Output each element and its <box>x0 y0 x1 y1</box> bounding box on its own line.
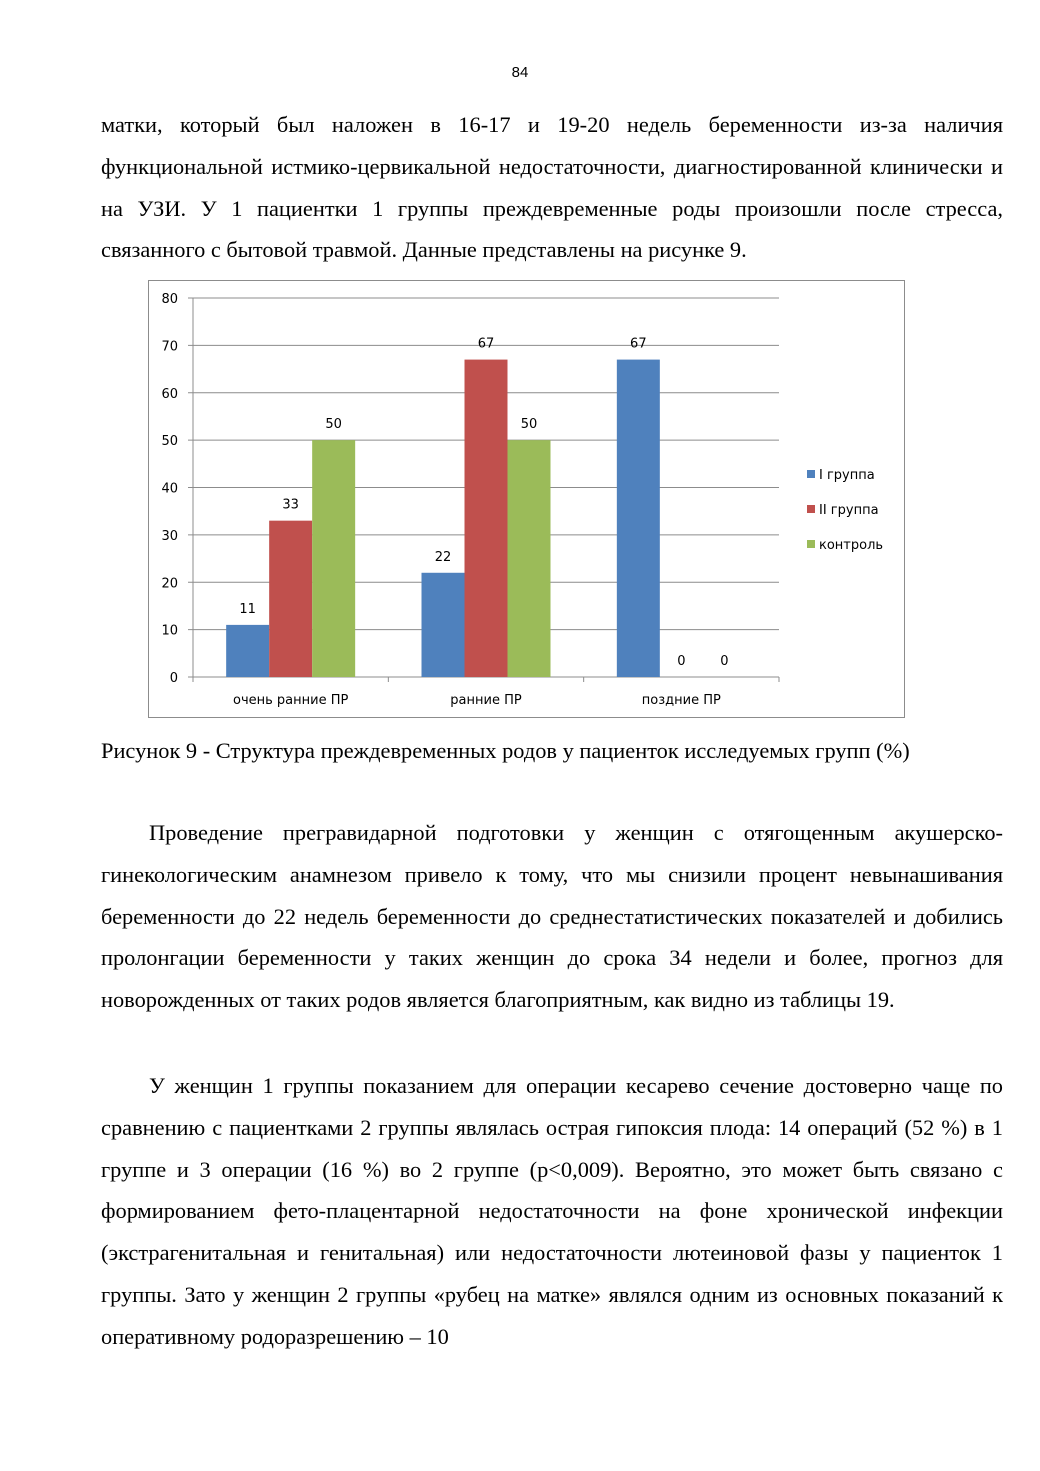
bar <box>312 440 355 677</box>
data-label: 33 <box>282 497 299 513</box>
y-tick-label: 40 <box>161 481 178 497</box>
legend-swatch <box>807 470 815 478</box>
legend-label: II группа <box>819 503 879 518</box>
legend <box>807 468 883 553</box>
x-category-label: ранние ПР <box>450 693 522 708</box>
bar <box>465 360 508 677</box>
paragraph-pregravid: Проведение прегравидарной подготовки у женщин с отягощенным акушерско-гинекологическим анамнезом привело к тому, что мы снизили процент невынашивания беременности до 22 недель беременности до среднестатистических показателей и добились пролонгации беременности у таких женщин до срока 34 недели и более, прогноз для новорожденных от таких родов является благоприятным, как видно из таблицы 19. <box>101 820 1003 1013</box>
data-label: 22 <box>434 549 452 565</box>
y-tick-label: 20 <box>161 576 178 592</box>
y-tick-label: 30 <box>161 528 178 544</box>
bar <box>617 360 660 677</box>
x-category-label: поздние ПР <box>641 693 721 708</box>
y-tick-label: 50 <box>161 434 178 450</box>
bar <box>508 440 551 677</box>
data-label: 67 <box>630 336 647 352</box>
data-label: 0 <box>720 654 729 669</box>
legend-swatch <box>807 505 815 513</box>
y-tick-label: 80 <box>161 292 178 307</box>
paragraph-cesarean: У женщин 1 группы показанием для операции кесарево сечение достоверно чаще по сравнению с пациентками 2 группы являлась острая гипоксия плода: 14 операций (52 %) в 1 группе и 3 операции (16 %) во 2 группе (p<0,009). Вероятно, это может быть связано с формированием фето-плацентарной недостаточности на фоне хронической инфекции (экстрагенитальная и генитальная) или недостаточности лютеиновой фазы у пациенток 1 группы. Зато у женщин 2 группы «рубец на матке» являлся одним из основных показаний к оперативному родоразрешению – 10 <box>101 1073 1003 1349</box>
y-tick-label: 10 <box>161 623 178 639</box>
bar <box>269 521 312 677</box>
page-number: 84 <box>511 64 529 81</box>
data-label: 0 <box>677 654 686 669</box>
legend-swatch <box>807 540 815 548</box>
bar-chart <box>149 281 906 719</box>
bar <box>422 573 465 677</box>
bar-chart-figure <box>148 280 905 718</box>
data-label: 11 <box>239 601 256 617</box>
x-category-label: очень ранние ПР <box>232 693 349 708</box>
paragraph-intro: матки, который был наложен в 16-17 и 19-20 недель беременности из-за наличия функциональной истмико-цервикальной недостаточности, диагностированной клинически и на УЗИ. У 1 пациентки 1 группы преждевременные роды произошли после стресса, связанного с бытовой травмой. Данные представлены на рисунке 9. <box>101 112 1003 263</box>
legend-label: контроль <box>819 538 884 553</box>
data-label: 67 <box>477 336 495 352</box>
data-label: 50 <box>520 417 538 433</box>
y-tick-label: 0 <box>169 671 178 686</box>
data-label: 50 <box>325 417 342 433</box>
figure-caption: Рисунок 9 - Структура преждевременных родов у пациенток исследуемых групп (%) <box>101 738 910 763</box>
y-tick-label: 60 <box>161 386 178 402</box>
y-tick-label: 70 <box>161 339 178 355</box>
legend-label: I группа <box>819 468 875 483</box>
bar <box>226 625 269 677</box>
